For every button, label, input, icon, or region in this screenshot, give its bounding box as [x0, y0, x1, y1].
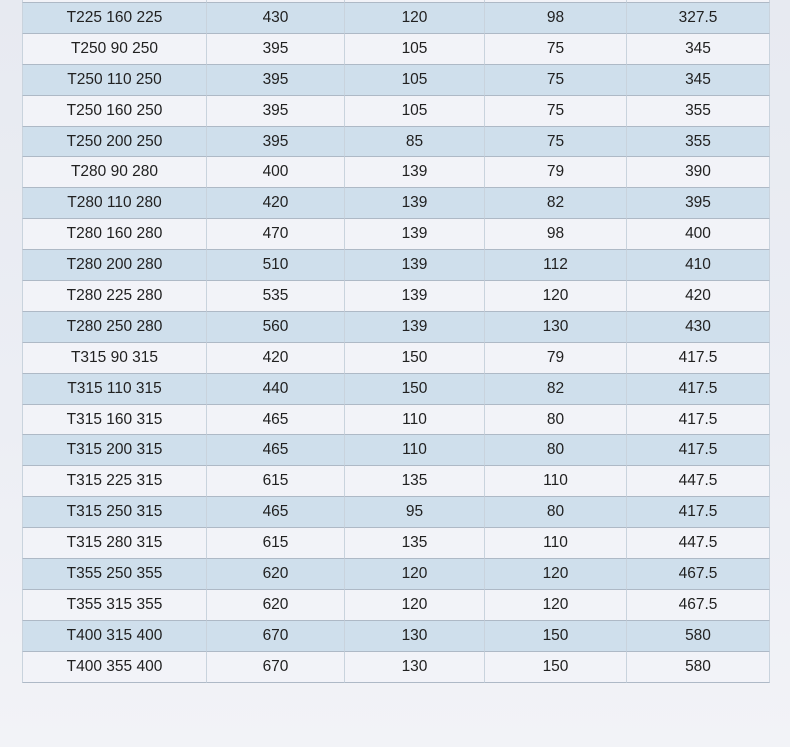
value-cell: 82	[485, 374, 627, 405]
value-cell: 417.5	[627, 405, 770, 436]
value-cell: 620	[207, 590, 345, 621]
value-cell: 120	[345, 590, 485, 621]
value-cell: 120	[485, 559, 627, 590]
value-cell: 75	[485, 34, 627, 65]
table-row	[22, 590, 770, 621]
model-cell: T315 160 315	[22, 405, 207, 436]
value-cell: 135	[345, 466, 485, 497]
value-cell: 670	[207, 621, 345, 652]
value-cell: 417.5	[627, 374, 770, 405]
value-cell: 130	[485, 312, 627, 343]
value-cell: 395	[207, 127, 345, 158]
value-cell: 85	[345, 127, 485, 158]
model-cell: T250 200 250	[22, 127, 207, 158]
value-cell: 130	[345, 652, 485, 683]
value-cell: 580	[627, 652, 770, 683]
value-cell: 79	[485, 343, 627, 374]
value-cell: 95	[345, 497, 485, 528]
model-cell: T280 90 280	[22, 157, 207, 188]
value-cell: 110	[345, 435, 485, 466]
model-cell: T250 110 250	[22, 65, 207, 96]
table-row	[22, 65, 770, 96]
model-cell: T280 160 280	[22, 219, 207, 250]
value-cell: 615	[207, 528, 345, 559]
value-cell: 345	[627, 65, 770, 96]
table-row	[22, 157, 770, 188]
table-row	[22, 34, 770, 65]
value-cell: 139	[345, 219, 485, 250]
table-row	[22, 374, 770, 405]
value-cell: 580	[627, 621, 770, 652]
table-row	[22, 652, 770, 683]
value-cell: 135	[345, 528, 485, 559]
model-cell: T250 160 250	[22, 96, 207, 127]
value-cell: 447.5	[627, 466, 770, 497]
value-cell: 465	[207, 405, 345, 436]
value-cell: 139	[345, 312, 485, 343]
model-cell: T315 250 315	[22, 497, 207, 528]
table-row	[22, 559, 770, 590]
value-cell: 80	[485, 405, 627, 436]
model-cell: T315 200 315	[22, 435, 207, 466]
value-cell: 110	[345, 405, 485, 436]
value-cell: 395	[207, 65, 345, 96]
value-cell: 139	[345, 188, 485, 219]
value-cell: 430	[627, 312, 770, 343]
value-cell: 410	[627, 250, 770, 281]
value-cell: 447.5	[627, 528, 770, 559]
value-cell: 150	[345, 374, 485, 405]
value-cell: 105	[345, 96, 485, 127]
model-cell: T280 225 280	[22, 281, 207, 312]
value-cell: 395	[207, 96, 345, 127]
value-cell: 345	[627, 34, 770, 65]
value-cell: 150	[485, 621, 627, 652]
table-row	[22, 497, 770, 528]
table-row	[22, 435, 770, 466]
table-row	[22, 405, 770, 436]
value-cell: 120	[345, 3, 485, 34]
model-cell: T280 110 280	[22, 188, 207, 219]
value-cell: 400	[627, 219, 770, 250]
model-cell: T250 90 250	[22, 34, 207, 65]
table-row	[22, 621, 770, 652]
value-cell: 420	[207, 188, 345, 219]
table-row	[22, 466, 770, 497]
table-row	[22, 127, 770, 158]
value-cell: 615	[207, 466, 345, 497]
table-body	[22, 3, 770, 683]
value-cell: 327.5	[627, 3, 770, 34]
value-cell: 139	[345, 281, 485, 312]
value-cell: 395	[627, 188, 770, 219]
value-cell: 120	[345, 559, 485, 590]
value-cell: 75	[485, 127, 627, 158]
value-cell: 355	[627, 127, 770, 158]
value-cell: 80	[485, 435, 627, 466]
value-cell: 82	[485, 188, 627, 219]
value-cell: 560	[207, 312, 345, 343]
value-cell: 98	[485, 219, 627, 250]
value-cell: 112	[485, 250, 627, 281]
value-cell: 465	[207, 435, 345, 466]
table-row	[22, 250, 770, 281]
value-cell: 465	[207, 497, 345, 528]
value-cell: 150	[345, 343, 485, 374]
model-cell: T315 280 315	[22, 528, 207, 559]
value-cell: 390	[627, 157, 770, 188]
model-cell: T355 250 355	[22, 559, 207, 590]
value-cell: 670	[207, 652, 345, 683]
value-cell: 120	[485, 281, 627, 312]
value-cell: 400	[207, 157, 345, 188]
value-cell: 110	[485, 466, 627, 497]
value-cell: 510	[207, 250, 345, 281]
table-row	[22, 188, 770, 219]
value-cell: 80	[485, 497, 627, 528]
value-cell: 79	[485, 157, 627, 188]
value-cell: 417.5	[627, 497, 770, 528]
value-cell: 430	[207, 3, 345, 34]
value-cell: 417.5	[627, 343, 770, 374]
model-cell: T400 315 400	[22, 621, 207, 652]
model-cell: T315 225 315	[22, 466, 207, 497]
spec-table	[22, 0, 770, 683]
table-row	[22, 219, 770, 250]
value-cell: 620	[207, 559, 345, 590]
value-cell: 130	[345, 621, 485, 652]
model-cell: T280 200 280	[22, 250, 207, 281]
value-cell: 420	[207, 343, 345, 374]
value-cell: 105	[345, 34, 485, 65]
table-row	[22, 96, 770, 127]
model-cell: T225 160 225	[22, 3, 207, 34]
value-cell: 75	[485, 65, 627, 96]
value-cell: 535	[207, 281, 345, 312]
value-cell: 139	[345, 250, 485, 281]
table-row	[22, 281, 770, 312]
value-cell: 139	[345, 157, 485, 188]
value-cell: 105	[345, 65, 485, 96]
value-cell: 417.5	[627, 435, 770, 466]
value-cell: 420	[627, 281, 770, 312]
value-cell: 395	[207, 34, 345, 65]
value-cell: 355	[627, 96, 770, 127]
value-cell: 150	[485, 652, 627, 683]
value-cell: 75	[485, 96, 627, 127]
table-row	[22, 3, 770, 34]
model-cell: T355 315 355	[22, 590, 207, 621]
value-cell: 470	[207, 219, 345, 250]
value-cell: 467.5	[627, 590, 770, 621]
table-row	[22, 343, 770, 374]
value-cell: 120	[485, 590, 627, 621]
value-cell: 98	[485, 3, 627, 34]
model-cell: T315 90 315	[22, 343, 207, 374]
value-cell: 110	[485, 528, 627, 559]
value-cell: 467.5	[627, 559, 770, 590]
value-cell: 440	[207, 374, 345, 405]
table-row	[22, 528, 770, 559]
model-cell: T400 355 400	[22, 652, 207, 683]
model-cell: T280 250 280	[22, 312, 207, 343]
model-cell: T315 110 315	[22, 374, 207, 405]
table-row	[22, 312, 770, 343]
